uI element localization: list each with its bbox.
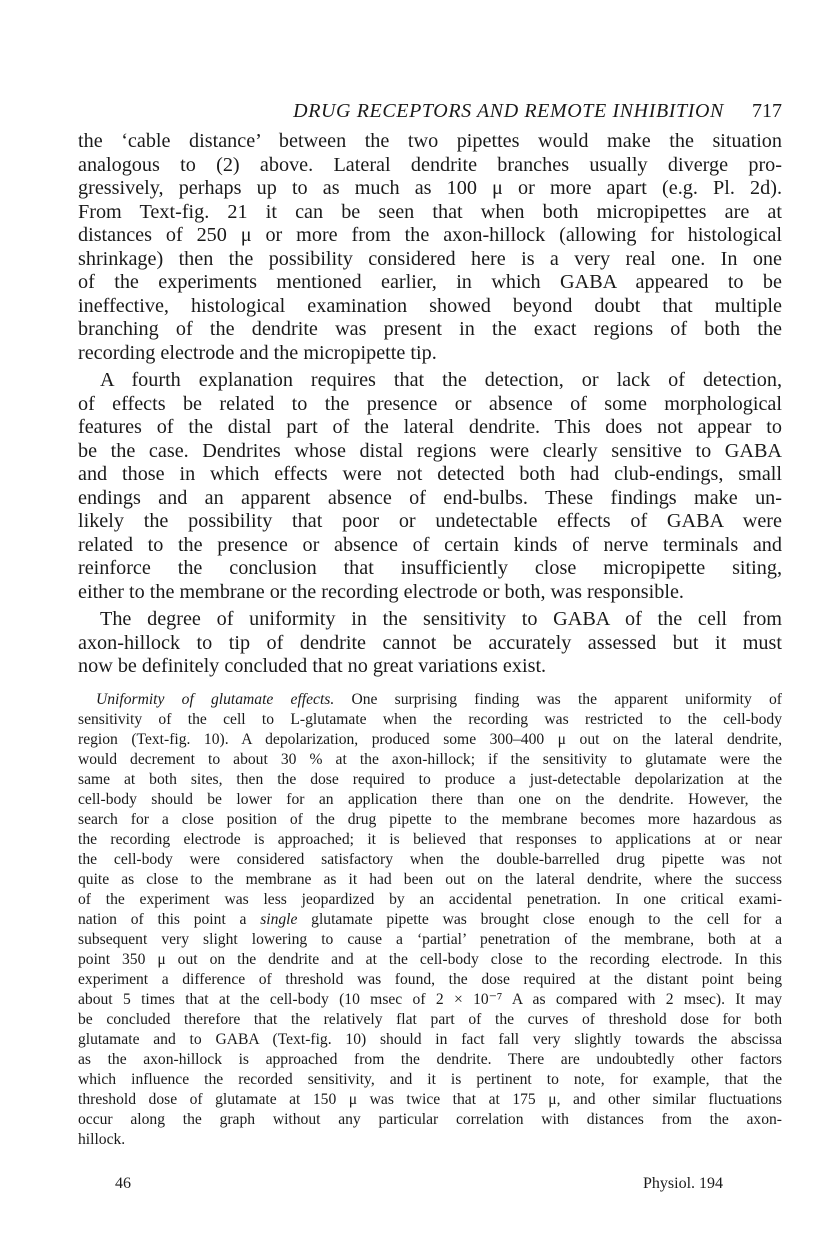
text-line: likely the possibility that poor or undetectable effects of GABA were — [78, 510, 782, 532]
small-print-paragraph — [78, 690, 782, 1150]
running-header — [78, 100, 782, 126]
text-line — [78, 910, 782, 930]
text-line: subsequent very slight lowering to cause a ‘partial’ penetration of the membrane, both at a — [78, 931, 782, 948]
text-line: the ‘cable distance’ between the two pipettes would make the situation — [78, 130, 782, 152]
text-line: The degree of uniformity in the sensitivity to GABA of the cell from — [100, 608, 782, 630]
text-line: reinforce the conclusion that insufficiently close micropipette siting, — [78, 557, 782, 579]
text-line: occur along the graph without any particular correlation with distances from the axon- — [78, 1111, 782, 1128]
text-line: and those in which effects were not detected both had club-endings, small — [78, 463, 782, 485]
text-line: recording electrode and the micropipette tip. — [78, 341, 437, 364]
text-line: as the axon-hillock is approached from the dendrite. There are undoubtedly other factors — [78, 1051, 782, 1068]
text-line: quite as close to the membrane as it had been out on the lateral dendrite, where the success — [78, 871, 782, 888]
body-paragraph-2 — [78, 369, 782, 604]
text-line: experiment a difference of threshold was found, the dose required at the distant point being — [78, 971, 782, 988]
text-line: now be definitely concluded that no great variations exist. — [78, 655, 547, 677]
text-line: endings and an apparent absence of end-bulbs. These findings make un- — [78, 486, 782, 509]
text-line — [78, 690, 782, 710]
text-line: which influence the recorded sensitivity, and it is pertinent to note, for example, that the — [78, 1071, 782, 1088]
text-line: be concluded therefore that the relatively flat part of the curves of threshold dose for both — [78, 1011, 782, 1028]
text-line: ineffective, histological examination showed beyond doubt that multiple — [78, 294, 782, 317]
text-line: search for a close position of the drug pipette to the membrane becomes more hazardous as — [78, 811, 782, 828]
text-line: the recording electrode is approached; it is believed that responses to applications at or near — [78, 831, 782, 848]
text-line: branching of the dendrite was present in the exact regions of both the — [78, 318, 782, 340]
text-line: would decrement to about 30 % at the axon-hillock; if the sensitivity to glutamate were the — [78, 751, 782, 768]
text-line: the cell-body were considered satisfactory when the double-barrelled drug pipette was not — [78, 851, 782, 868]
text-line: related to the presence or absence of certain kinds of nerve terminals and — [78, 533, 782, 556]
text-line: of the experiment was less jeopardized by an accidental penetration. In one critical exami- — [78, 891, 782, 908]
text-line: either to the membrane or the recording electrode or both, was responsible. — [78, 580, 684, 603]
text-line: point 350 μ out on the dendrite and at the cell-body close to the recording electrode. In this — [78, 951, 782, 968]
text-line: cell-body should be lower for an application there than one on the dendrite. However, the — [78, 791, 782, 808]
running-title: DRUG RECEPTORS AND REMOTE INHIBITION — [293, 100, 724, 122]
text-line: about 5 times that at the cell-body (10 msec of 2 × 10⁻⁷ A as compared with 2 msec). It may — [78, 991, 782, 1008]
emphasis: single — [260, 911, 298, 928]
text-line: region (Text-fig. 10). A depolarization, produced some 300–400 μ out on the lateral dendrite, — [78, 731, 782, 748]
text-line: be the case. Dendrites whose distal regions were clearly sensitive to GABA — [78, 439, 782, 462]
text-span: glutamate pipette was brought close enough to the cell for a — [297, 911, 782, 928]
text-line: hillock. — [78, 1131, 126, 1148]
text-line: analogous to (2) above. Lateral dendrite branches usually diverge pro- — [78, 153, 782, 176]
text-line: From Text-fig. 21 it can be seen that when both micropipettes are at — [78, 200, 782, 223]
text-line: sensitivity of the cell to L-glutamate when the recording was restricted to the cell-body — [78, 711, 782, 728]
text-line: features of the distal part of the lateral dendrite. This does not appear to — [78, 416, 782, 438]
text-line: same at both sites, then the dose required to produce a just-detectable depolarization at the — [78, 771, 782, 788]
text-line: axon-hillock to tip of dendrite cannot be accurately assessed but it must — [78, 631, 782, 654]
body-paragraph-1 — [78, 130, 782, 365]
text-line: distances of 250 μ or more from the axon-hillock (allowing for histological — [78, 224, 782, 246]
text-line: glutamate and to GABA (Text-fig. 10) should in fact fall very slightly towards the abscissa — [78, 1031, 782, 1048]
text-line: gressively, perhaps up to as much as 100 μ or more apart (e.g. Pl. 2d). — [78, 177, 782, 199]
signature-mark: 46 — [115, 1175, 131, 1192]
text-span: One surprising finding was the apparent uniformity of — [334, 691, 782, 708]
text-line: shrinkage) then the possibility considered here is a very real one. In one — [78, 247, 782, 270]
text-line: A fourth explanation requires that the detection, or lack of detection, — [100, 369, 782, 391]
journal-footer: Physiol. 194 — [643, 1175, 724, 1192]
text-line: of the experiments mentioned earlier, in which GABA appeared to be — [78, 271, 782, 293]
text-line: threshold dose of glutamate at 150 μ was twice that at 175 μ, and other similar fluctuations — [78, 1091, 782, 1108]
section-heading: Uniformity of glutamate effects. — [96, 691, 335, 708]
body-paragraph-3 — [78, 608, 782, 679]
text-span: nation of this point a — [78, 911, 261, 928]
page-number: 717 — [752, 100, 782, 122]
text-line: of effects be related to the presence or absence of some morphological — [78, 392, 782, 415]
